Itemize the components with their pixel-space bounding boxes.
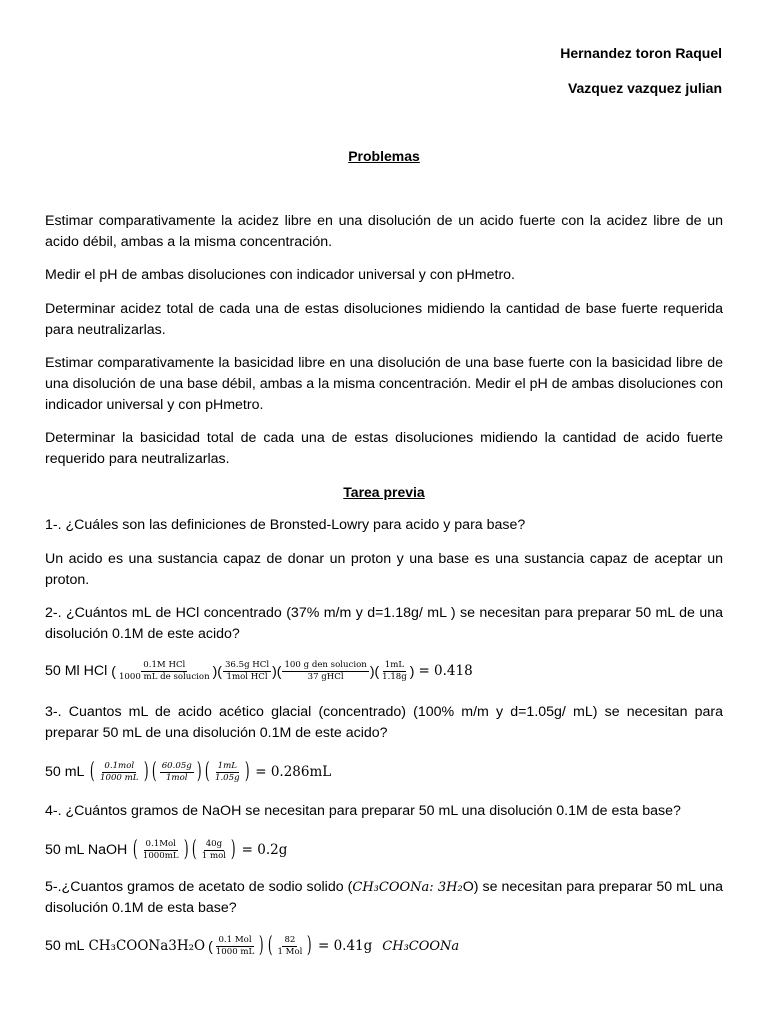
- equation-5-formula: CH₃COONa3H₂O: [88, 938, 206, 954]
- equation-4-result: = 0.2g: [241, 842, 288, 858]
- paragraph-acidez-total: Determinar acidez total de cada una de estas disoluciones midiendo la cantidad de base fuerte requerida para neutralizarlas.: [45, 301, 723, 338]
- equation-4-label: 50 mL NaOH: [45, 842, 128, 858]
- paragraph-medir-ph: Medir el pH de ambas disoluciones con indicador universal y con pHmetro.: [45, 267, 515, 283]
- author-name-1: Hernandez toron Raquel: [560, 45, 722, 61]
- fraction: $\frac{40g}{\text{1 mol}}$: [201, 838, 227, 861]
- equation-3-label: 50 mL: [45, 764, 85, 780]
- equation-3: 50 mL ( $\frac{\text{0.1mol}}{1000 mL}$ ) ( $\frac{60.05g}{\text{1mol}}$ ) ( $\frac{1mL}{1.05g}$ ) = 0.286mL: [45, 759, 332, 784]
- section-heading-tarea-previa: Tarea previa: [343, 484, 425, 500]
- equation-2-label: 50 Ml HCl: [45, 663, 108, 679]
- paragraph-basicidad-libre: Estimar comparativamente la basicidad libre en una disolución de una base fuerte con la basicidad libre de una disolución de una base débil, ambas a la misma concentración. Medir el pH de ambas disoluciones con indicador universal y con pHmetro.: [45, 355, 723, 413]
- answer-1: Un acido es una sustancia capaz de donar un proton y una base es una sustancia capaz de aceptar un proton.: [45, 551, 723, 588]
- fraction: $\frac{1mL}{1.18g}$: [382, 659, 407, 682]
- equation-5-result-formula: CH₃COONa: [382, 938, 460, 954]
- question-3: 3-. Cuantos mL de acido acético glacial (concentrado) (100% m/m y d=1.05g/ mL) se necesitan para preparar 50 mL de una disolución 0.1M de este acido?: [45, 704, 723, 741]
- question-1: 1-. ¿Cuáles son las definiciones de Bronsted-Lowry para acido y para base?: [45, 517, 526, 533]
- fraction: $\frac{\text{0.1 Mol}}{1000 mL}$: [215, 934, 255, 957]
- paragraph-basicidad-total: Determinar la basicidad total de cada una de estas disoluciones midiendo la cantidad de acido fuerte requerido para neutralizarlas.: [45, 430, 723, 467]
- question-4: 4-. ¿Cuántos gramos de NaOH se necesitan para preparar 50 mL una disolución 0.1M de esta base?: [45, 803, 681, 819]
- equation-5: 50 mL CH₃COONa3H₂O ( $\frac{\text{0.1 Mol}}{1000 mL}$ ) ( $\frac{82}{\text{1 Mol}}$ ) = 0.41g CH₃COONa: [45, 933, 460, 958]
- section-heading-problemas: Problemas: [348, 148, 420, 164]
- equation-5-result: = 0.41g: [317, 938, 373, 954]
- equation-3-result: = 0.286mL: [255, 764, 332, 780]
- fraction: $\frac{\text{36.5g HCl}}{\text{1mol HCl}}$: [224, 659, 270, 682]
- fraction: $\frac{1mL}{1.05g}$: [214, 760, 240, 783]
- fraction: $\frac{\text{100 g den solucion}}{\text{37 gHCl}}$: [284, 659, 367, 682]
- fraction: $\frac{\text{0.1M HCl}}{\text{1000 mL de solucion}}$: [118, 659, 210, 682]
- equation-2-result: = 0.418: [418, 663, 473, 679]
- fraction: $\frac{82}{\text{1 Mol}}$: [277, 934, 303, 957]
- paragraph-acidez-libre: Estimar comparativamente la acidez libre en una disolución de un acido fuerte con la acidez libre de un acido débil, ambas a la misma concentración.: [45, 213, 723, 250]
- fraction: $\frac{\text{0.1Mol}}{1000mL}$: [142, 838, 179, 861]
- question-2: 2-. ¿Cuántos mL de HCl concentrado (37% m/m y d=1.18g/ mL ) se necesitan para preparar 50 mL de una disolución 0.1M de este acido?: [45, 605, 723, 642]
- equation-5-label: 50 mL: [45, 938, 85, 954]
- question-5: 5-.¿Cuantos gramos de acetato de sodio solido (CH₃COONa: 3H₂O) se necesitan para preparar 50 mL una disolución 0.1M de esta base?: [45, 879, 724, 916]
- fraction: $\frac{\text{0.1mol}}{1000 mL}$: [100, 760, 139, 783]
- fraction: $\frac{60.05g}{\text{1mol}}$: [161, 760, 192, 783]
- chemical-formula: CH₃COONa: 3H₂: [352, 880, 463, 895]
- author-name-2: Vazquez vazquez julian: [567, 80, 722, 96]
- equation-4: 50 mL NaOH ( $\frac{\text{0.1Mol}}{1000mL}$ ) ( $\frac{40g}{\text{1 mol}}$ ) = 0.2g: [45, 837, 288, 862]
- equation-2: 50 Ml HCl ( $\frac{\text{0.1M HCl}}{\text{1000 mL de solucion}}$ )( $\frac{\text{36.5g HCl}}{\text{1mol HCl}}$ )( $\frac{\text{100 g den solucion}}{\text{37 gHCl}}$ )( $\frac{1mL}{1.18g}$ ) = 0.418: [45, 659, 473, 682]
